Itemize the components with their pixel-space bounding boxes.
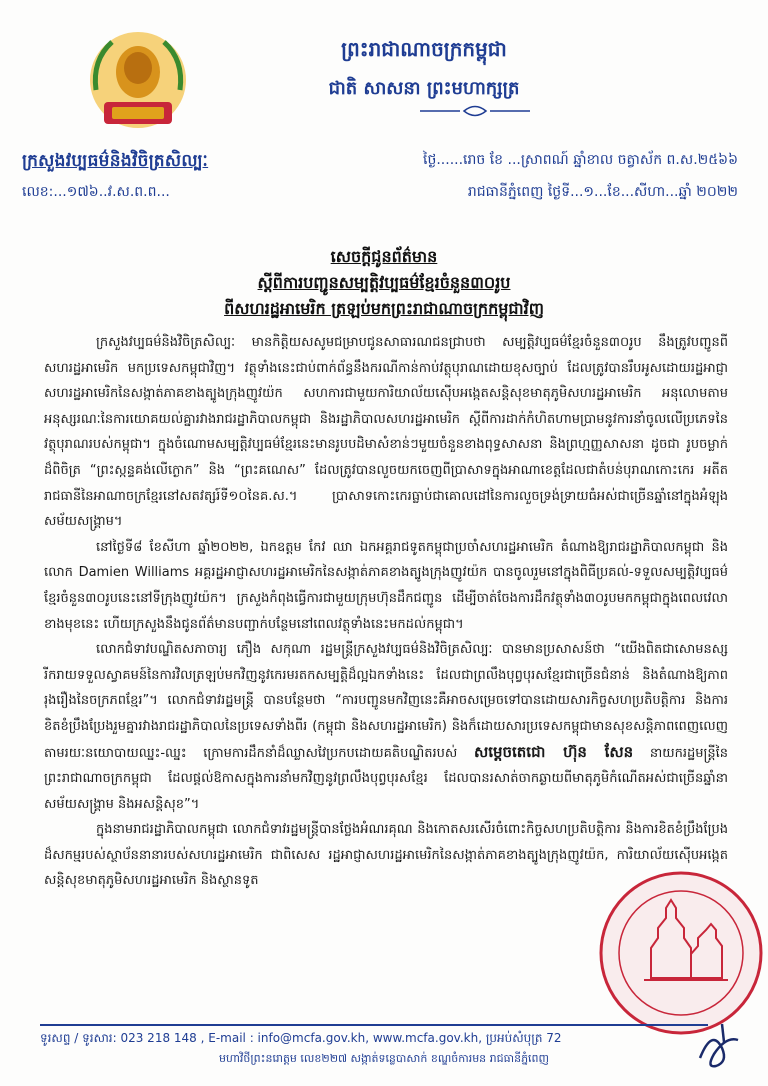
prime-minister-name: សម្តេចតេជោ ហ៊ុន សែន (473, 742, 634, 761)
document-title (0, 244, 768, 322)
reference-number: លេខ:...១៧៦..វ.ស.ព.ព... (22, 184, 170, 200)
document-body (44, 330, 728, 894)
place-and-date: រាជធានីភ្នំពេញ ថ្ងៃទី...១...ខែ...សីហា...ឆ្នាំ ២០២២ (467, 184, 738, 200)
divider-ornament-icon (420, 104, 530, 118)
kingdom-heading: ព្រះរាជាណាចក្រកម្ពុជា (341, 37, 507, 61)
footer-divider (40, 1024, 708, 1026)
title-line-1: សេចក្តីជូនព័ត៌មាន (330, 247, 438, 266)
footer-contact: ទូរសព្ទ / ទូរសារ: 023 218 148 , E-mail : info@mcfa.gov.kh, www.mcfa.gov.kh, ប្រអប់សំបុត្រ 72 (40, 1031, 562, 1045)
lunar-date: ថ្ងៃ......រោច ខែ ...ស្រាពណ៍ ឆ្នាំខាល ចត្វាស័ក ព.ស.២៥៦៦ (423, 152, 738, 168)
paragraph-3-text-end: នាយករដ្ឋមន្ត្រីនៃព្រះរាជាណាចក្រកម្ពុជា ដែលផ្តល់ឱកាសក្នុងការនាំមកវិញនូវព្រលឹងបុព្វបុរសខ្មែរ ដែលបានរសាត់ចាកឆ្ងាយពីមាតុភូមិកំណើតអស់ជាច្រើនឆ្នាំនាសម័យសង្គ្រាម និងអសន្តិសុខ”។ (44, 745, 728, 812)
signature-icon (692, 1018, 746, 1074)
paragraph-1: ក្រសួងវប្បធម៌និងវិចិត្រសិល្បៈ មានកិត្តិយសសូមជម្រាបជូនសាធារណជនជ្រាបថា សម្បត្តិវប្បធម៌ខ្មែរចំនួន៣០រូប នឹងត្រូវបញ្ជូនពីសហរដ្ឋអាមេរិក មកប្រទេសកម្ពុជាវិញ។ វត្ថុទាំងនេះជាប់ពាក់ព័ន្ធនឹងករណីកាន់កាប់វត្ថុបុរាណដោយខុសច្បាប់ ដែលត្រូវបានរឹបអូសដោយរដ្ឋអាជ្ញាសហរដ្ឋអាមេរិកនៃសង្កាត់ភាគខាងត្បូងក្រុងញូវយ៉ក សហការជាមួយការិយាល័យស៊ើបអង្កេតសន្តិសុខមាតុភូមិសហរដ្ឋអាមេរិក អនុលោមតាមអនុស្សរណៈនៃការយោគយល់គ្នារវាងរាជរដ្ឋាភិបាលកម្ពុជា និងរដ្ឋាភិបាលសហរដ្ឋអាមេរិក ស្តីពីការដាក់កំហិតហាមប្រាមនូវការនាំចូលលើប្រភេទនៃវត្ថុបុរាណរបស់កម្ពុជា។ ក្នុងចំណោមសម្បត្តិវប្បធម៌ខ្មែរនេះមានរូបបដិមាសំខាន់ៗមួយចំនួនខាងពុទ្ធសាសនា និងព្រហ្មញ្ញសាសនា ដូចជា រូបចម្លាក់ដ៏ពិចិត្រ “ព្រះស្កន្ទគង់លើក្ងោក” និង “ព្រះគណេស” ដែលត្រូវបានលួចយកចេញពីប្រាសាទក្នុងអាណាខេត្តដែលជាតំបន់បុរាណកោះកេរ អតីតរាជធានីនៃអាណាចក្រខ្មែរនៅសតវត្សរ៍ទី១០នៃគ.ស.។ ប្រាសាទកោះកេរធ្លាប់ជាគោលដៅនៃការលួចទ្រង់ទ្រាយធំអស់ជាច្រើនឆ្នាំនៅក្នុងអំឡុងសម័យសង្គ្រាម។ (44, 335, 728, 530)
national-motto: ជាតិ សាសនា ព្រះមហាក្សត្រ (328, 78, 520, 99)
title-line-2: ស្តីពីការបញ្ជូនសម្បត្តិវប្បធម៌ខ្មែរចំនួន៣០រូប (257, 273, 511, 292)
paragraph-3-text: លោកជំទាវបណ្ឌិតសភាចារ្យ ភឿង សកុណា រដ្ឋមន្ត្រីក្រសួងវប្បធម៌និងវិចិត្រសិល្បៈ បានមានប្រសាសន៍ថា “យើងពិតជាសោមនស្សរីករាយទទួលស្វាគមន៍នៃការវិលត្រឡប់មកវិញនូវកេរមរតកសម្បត្តិដ៏ល្អឯកទាំងនេះ ដែលជាព្រលឹងបុព្វបុរសខ្មែរជាច្រើនជំនាន់ និងតំណាងឱ្យភាពរុងរឿងនៃចក្រភពខ្មែរ”។ លោកជំទាវរដ្ឋមន្ត្រី បានបន្ថែមថា “ការបញ្ជូនមកវិញនេះគឺអាចសម្រេចទៅបានដោយសារកិច្ចសហប្រតិបត្តិការ និងការខិតខំប្រឹងប្រែងរួមគ្នារវាងរាជរដ្ឋាភិបាលនៃប្រទេសទាំងពីរ (កម្ពុជា និងសហរដ្ឋអាមេរិក) និងក៏ដោយសារប្រទេសកម្ពុជាមានសុខសន្តិភាពពេញលេញ តាមរយៈនយោបាយឈ្នះ-ឈ្នះ ក្រោមការដឹកនាំដ៏ឈ្លាសវៃប្រកបដោយគតិបណ្ឌិតរបស់ (44, 642, 728, 761)
paragraph-2: នៅថ្ងៃទី៨ ខែសីហា ឆ្នាំ២០២២, ឯកឧត្តម កែវ ឈា ឯកអគ្គរាជទូតកម្ពុជាប្រចាំសហរដ្ឋអាមេរិក តំណាងឱ្យរាជរដ្ឋាភិបាលកម្ពុជា និងលោក Damien Williams អគ្គរដ្ឋអាជ្ញាសហរដ្ឋអាមេរិកនៃសង្កាត់ភាគខាងត្បូងក្រុងញូវយ៉ក បានចូលរួមនៅក្នុងពិធីប្រគល់-ទទួលសម្បត្តិវប្បធម៌ខ្មែរចំនួន៣០រូបនេះនៅទីក្រុងញូវយ៉ក។ ក្រសួងកំពុងធ្វើការជាមួយក្រុមហ៊ុនដឹកជញ្ជូន ដើម្បីចាត់ចែងការដឹកវត្ថុទាំង៣០រូបមកកម្ពុជាក្នុងពេលវេលាខាងមុខនេះ ហើយក្រសួងនឹងជូនព័ត៌មានបញ្ជាក់បន្ថែមនៅពេលវត្ថុទាំងនេះមកដល់កម្ពុជា។ (44, 539, 728, 632)
official-seal-icon (596, 868, 766, 1038)
title-line-3: ពីសហរដ្ឋអាមេរិក ត្រឡប់មកព្រះរាជាណាចក្រកម្ពុជាវិញ (224, 299, 544, 318)
ministry-name: ក្រសួងវប្បធម៌និងវិចិត្រសិល្បៈ (22, 151, 209, 171)
paragraph-3 (44, 637, 728, 817)
footer-address: មហាវិថីព្រះនរោត្តម លេខ២២៧ សង្កាត់ទន្លេបាសាក់ ខណ្ឌចំការមន រាជធានីភ្នំពេញ (218, 1052, 550, 1065)
paragraph-4: ក្នុងនាមរាជរដ្ឋាភិបាលកម្ពុជា លោកជំទាវរដ្ឋមន្ត្រីបានថ្លែងអំណរគុណ និងកោតសរសើរចំពោះកិច្ចសហប្រតិបត្តិការ និងការខិតខំប្រឹងប្រែងដ៏សកម្មរបស់ស្ថាប័ននានារបស់សហរដ្ឋអាមេរិក ជាពិសេស រដ្ឋអាជ្ញាសហរដ្ឋអាមេរិកនៃសង្កាត់ភាគខាងត្បូងក្រុងញូវយ៉ក, ការិយាល័យស៊ើបអង្កេតសន្តិសុខមាតុភូមិសហរដ្ឋអាមេរិក និងស្ថានទូត (44, 822, 728, 889)
